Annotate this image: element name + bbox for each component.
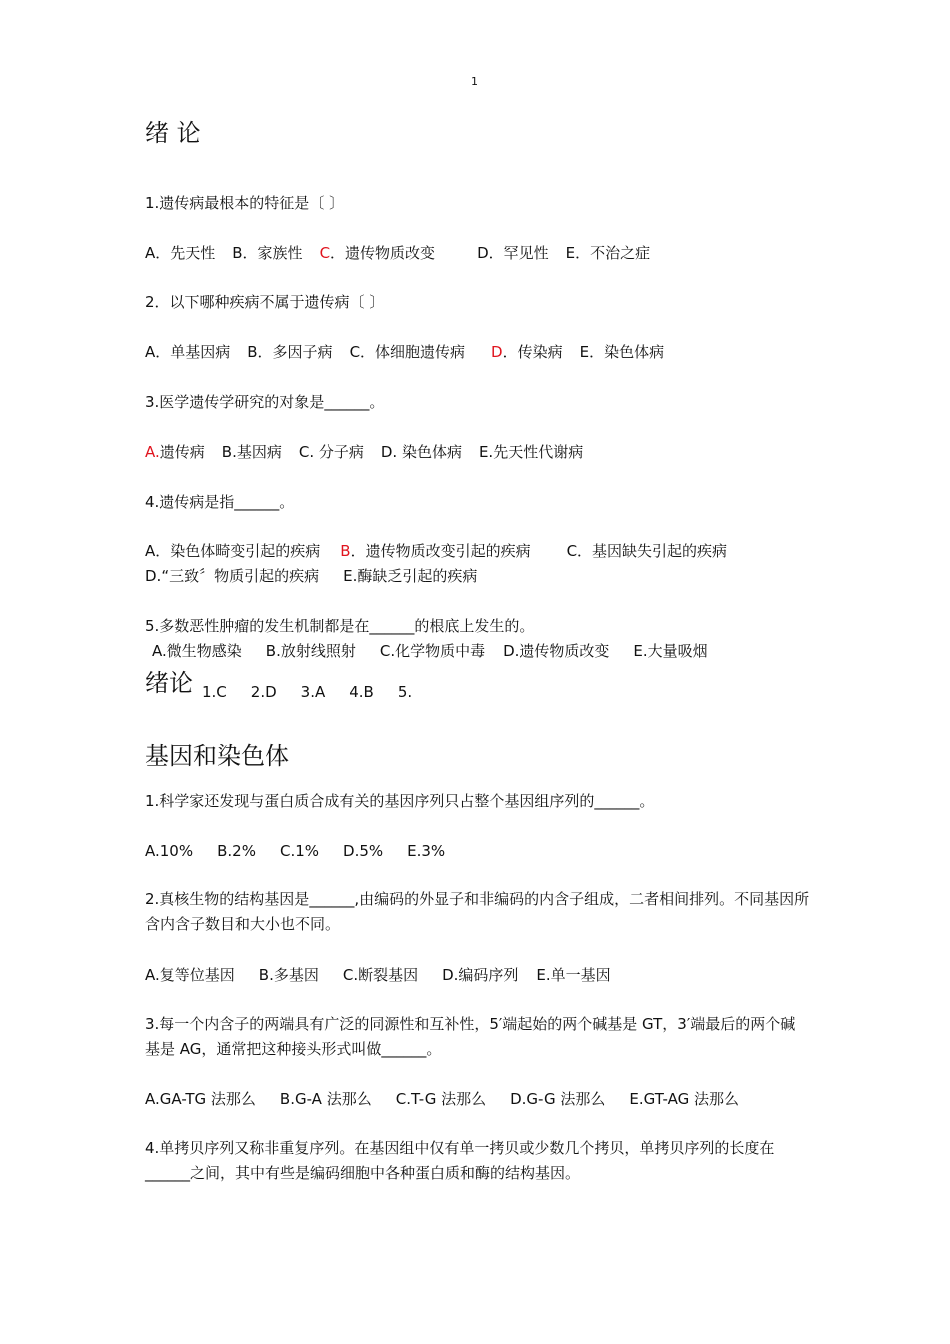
question-stem: 3.每一个内含子的两端具有广泛的同源性和互补性，5′端起始的两个碱基是 GT，3′端最后的两个碱基是 AG，通常把这种接头形式叫做______。 <box>145 1015 796 1058</box>
option-c: C. 分子病 <box>298 443 364 461</box>
option-b: B.G-A 法那么 <box>279 1090 372 1108</box>
question-stem: 1.科学家还发现与蛋白质合成有关的基因序列只占整个基因组序列的______。 <box>145 792 655 810</box>
section-title-introduction: 绪 论 <box>145 119 201 147</box>
option-b: B.2% <box>217 842 256 860</box>
option-a: A.10% <box>145 842 194 860</box>
option-d: D.遗传物质改变 <box>503 642 610 660</box>
option-a: A．先天性 <box>145 244 216 262</box>
section-title-genes-chromosomes: 基因和染色体 <box>145 742 289 770</box>
option-d: D．罕见性 <box>477 244 549 262</box>
option-d: D. 染色体病 <box>380 443 462 461</box>
option-e: E.大量吸烟 <box>633 642 708 660</box>
answer-options <box>145 243 650 263</box>
answer-options <box>145 541 727 561</box>
option-b: B.基因病 <box>221 443 282 461</box>
option-c: C.化学物质中毒 <box>379 642 486 660</box>
option-a: A．单基因病 <box>145 343 231 361</box>
option-a-letter: A. <box>145 443 160 461</box>
option-a: A.复等位基因 <box>145 966 235 984</box>
option-d: D.G-G 法那么 <box>510 1090 606 1108</box>
option-e: E．不治之症 <box>565 244 651 262</box>
answer-options <box>145 566 477 586</box>
option-c: C.断裂基因 <box>342 966 419 984</box>
answer-3: 3.A <box>300 683 326 701</box>
answer-options <box>145 841 445 861</box>
answer-options <box>145 442 583 462</box>
answer-options <box>145 965 611 985</box>
page-number: 1 <box>471 75 478 88</box>
question-stem: 5.多数恶性肿瘤的发生机制都是在______的根底上发生的。 <box>145 617 535 635</box>
option-b: B.多基因 <box>258 966 319 984</box>
option-e: E.先天性代谢病 <box>478 443 584 461</box>
option-a: A.微生物感染 <box>152 642 242 660</box>
option-e: E.单一基因 <box>536 966 611 984</box>
option-e: E.GT-AG 法那么 <box>629 1090 739 1108</box>
option-a: A．染色体畸变引起的疾病 <box>145 542 321 560</box>
option-c: C．体细胞遗传病 <box>349 343 466 361</box>
question-stem: 3.医学遗传学研究的对象是______。 <box>145 393 385 411</box>
answer-options <box>145 342 664 362</box>
question-stem: 2.真核生物的结构基因是______,由编码的外显子和非编码的内含子组成，二者相间排列。不同基因所含内含子数目和大小也不同。 <box>145 890 810 933</box>
option-d: D.5% <box>343 842 384 860</box>
answer-options <box>152 641 708 661</box>
option-d-text: ．传染病 <box>502 343 563 361</box>
question-stem: 2．以下哪种疾病不属于遗传病〔 〕 <box>145 293 385 311</box>
option-d-letter: D <box>491 343 503 361</box>
answer-options <box>145 1089 739 1109</box>
option-b: B．多因子病 <box>247 343 333 361</box>
option-c-text: ．遗传物质改变 <box>330 244 436 262</box>
option-b: B．家族性 <box>232 244 303 262</box>
option-e: E．染色体病 <box>579 343 665 361</box>
answer-1: 1.C <box>202 683 227 701</box>
option-e: E.3% <box>407 842 446 860</box>
option-d: D.编码序列 <box>442 966 519 984</box>
option-c: C．基因缺失引起的疾病 <box>566 542 728 560</box>
option-c: C.T-G 法那么 <box>395 1090 487 1108</box>
option-b-text: ．遗传物质改变引起的疾病 <box>350 542 531 560</box>
question-stem: 4.单拷贝序列又称非重复序列。在基因组中仅有单一拷贝或少数几个拷贝，单拷贝序列的长度在______之间，其中有些是编码细胞中各种蛋白质和酶的结构基因。 <box>145 1139 775 1182</box>
option-b: B.放射线照射 <box>265 642 356 660</box>
answer-2: 2.D <box>250 683 277 701</box>
option-e: E.酶缺乏引起的疾病 <box>343 567 478 585</box>
answer-4: 4.B <box>349 683 374 701</box>
option-a-text: 遗传病 <box>159 443 205 461</box>
answer-key-title: 绪论 <box>145 669 193 697</box>
answer-5: 5. <box>397 683 413 701</box>
option-a: A.GA-TG 法那么 <box>145 1090 256 1108</box>
question-stem: 1.遗传病最根本的特征是〔 〕 <box>145 194 345 212</box>
option-b-letter: B <box>340 542 351 560</box>
option-c: C.1% <box>279 842 320 860</box>
option-d: D.“三致〞物质引起的疾病 <box>145 567 320 585</box>
question-stem: 4.遗传病是指______。 <box>145 493 295 511</box>
option-c-letter: C <box>319 244 331 262</box>
answer-key <box>202 682 412 702</box>
